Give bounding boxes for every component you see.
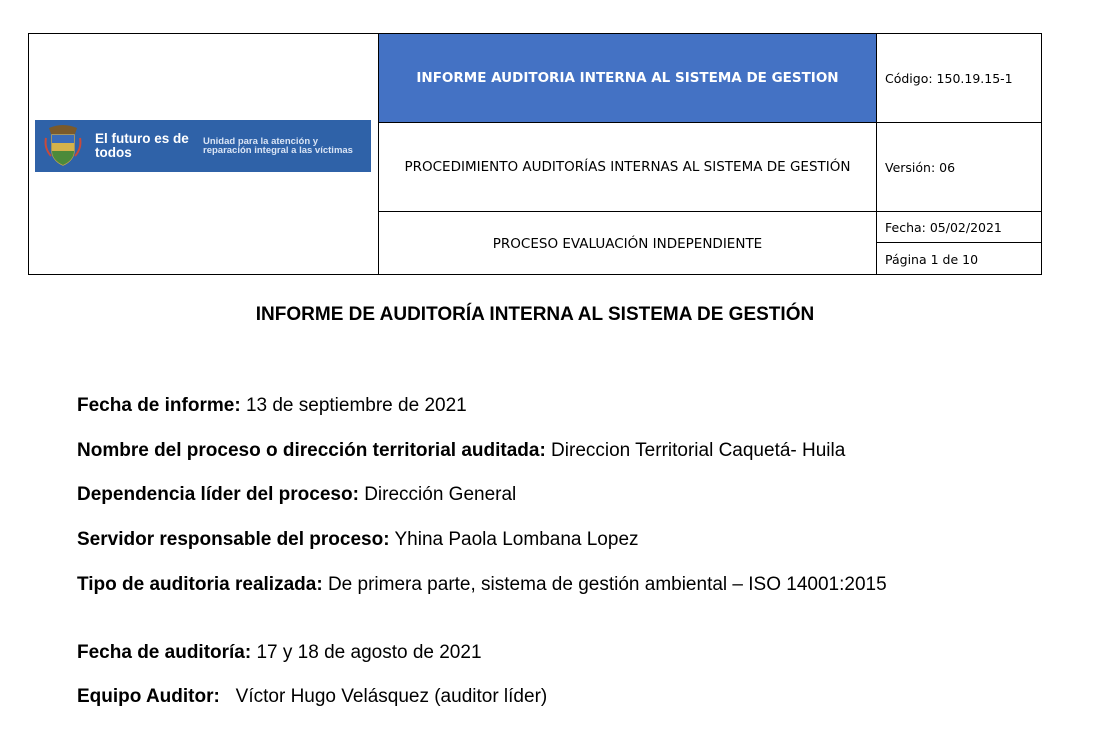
field-label: Servidor responsable del proceso: bbox=[77, 529, 390, 550]
document-title: INFORME DE AUDITORÍA INTERNA AL SISTEMA DE GESTIÓN bbox=[255, 304, 815, 325]
field-value: 13 de septiembre de 2021 bbox=[245, 395, 467, 416]
field-label: Fecha de auditoría: bbox=[77, 642, 252, 663]
field-value: Direccion Territorial Caquetá- Huila bbox=[551, 440, 846, 461]
field-audit-date bbox=[77, 641, 1022, 664]
field-value: 17 y 18 de agosto de 2021 bbox=[256, 642, 482, 663]
logo-tagline: El futuro es de todos bbox=[95, 131, 189, 160]
field-label: Nombre del proceso o dirección territorial auditada: bbox=[77, 440, 546, 461]
field-responsible-official bbox=[77, 528, 1022, 551]
field-label: Dependencia líder del proceso: bbox=[77, 484, 359, 505]
field-value: Yhina Paola Lombana Lopez bbox=[394, 529, 639, 550]
field-process-name bbox=[77, 439, 1022, 462]
process-cell: PROCESO EVALUACIÓN INDEPENDIENTE bbox=[492, 235, 763, 252]
date-cell: Fecha: 05/02/2021 bbox=[885, 219, 1002, 235]
field-label: Equipo Auditor: bbox=[77, 686, 220, 707]
document-header-table bbox=[28, 33, 1042, 275]
field-report-date bbox=[77, 394, 1022, 417]
field-audit-type bbox=[77, 573, 1022, 596]
field-lead-department bbox=[77, 483, 1022, 506]
field-label: Tipo de auditoria realizada: bbox=[77, 574, 323, 595]
version-cell: Versión: 06 bbox=[885, 159, 956, 175]
code-cell: Código: 150.19.15-1 bbox=[885, 70, 1013, 86]
page-cell: Página 1 de 10 bbox=[885, 251, 979, 267]
field-label: Fecha de informe: bbox=[77, 395, 241, 416]
field-audit-team bbox=[77, 685, 1022, 708]
field-value: Víctor Hugo Velásquez (auditor líder) bbox=[235, 686, 548, 707]
logo-subtitle: Unidad para la atención y reparación integral a las víctimas bbox=[203, 135, 353, 156]
procedure-cell: PROCEDIMIENTO AUDITORÍAS INTERNAS AL SISTEMA DE GESTIÓN bbox=[404, 159, 851, 175]
entity-logo bbox=[35, 120, 371, 172]
field-value: Dirección General bbox=[364, 484, 517, 505]
field-value: De primera parte, sistema de gestión ambiental – ISO 14001:2015 bbox=[327, 574, 887, 595]
colombia-coat-of-arms-icon bbox=[41, 124, 85, 168]
report-title-cell: INFORME AUDITORIA INTERNA AL SISTEMA DE GESTION bbox=[379, 34, 876, 122]
